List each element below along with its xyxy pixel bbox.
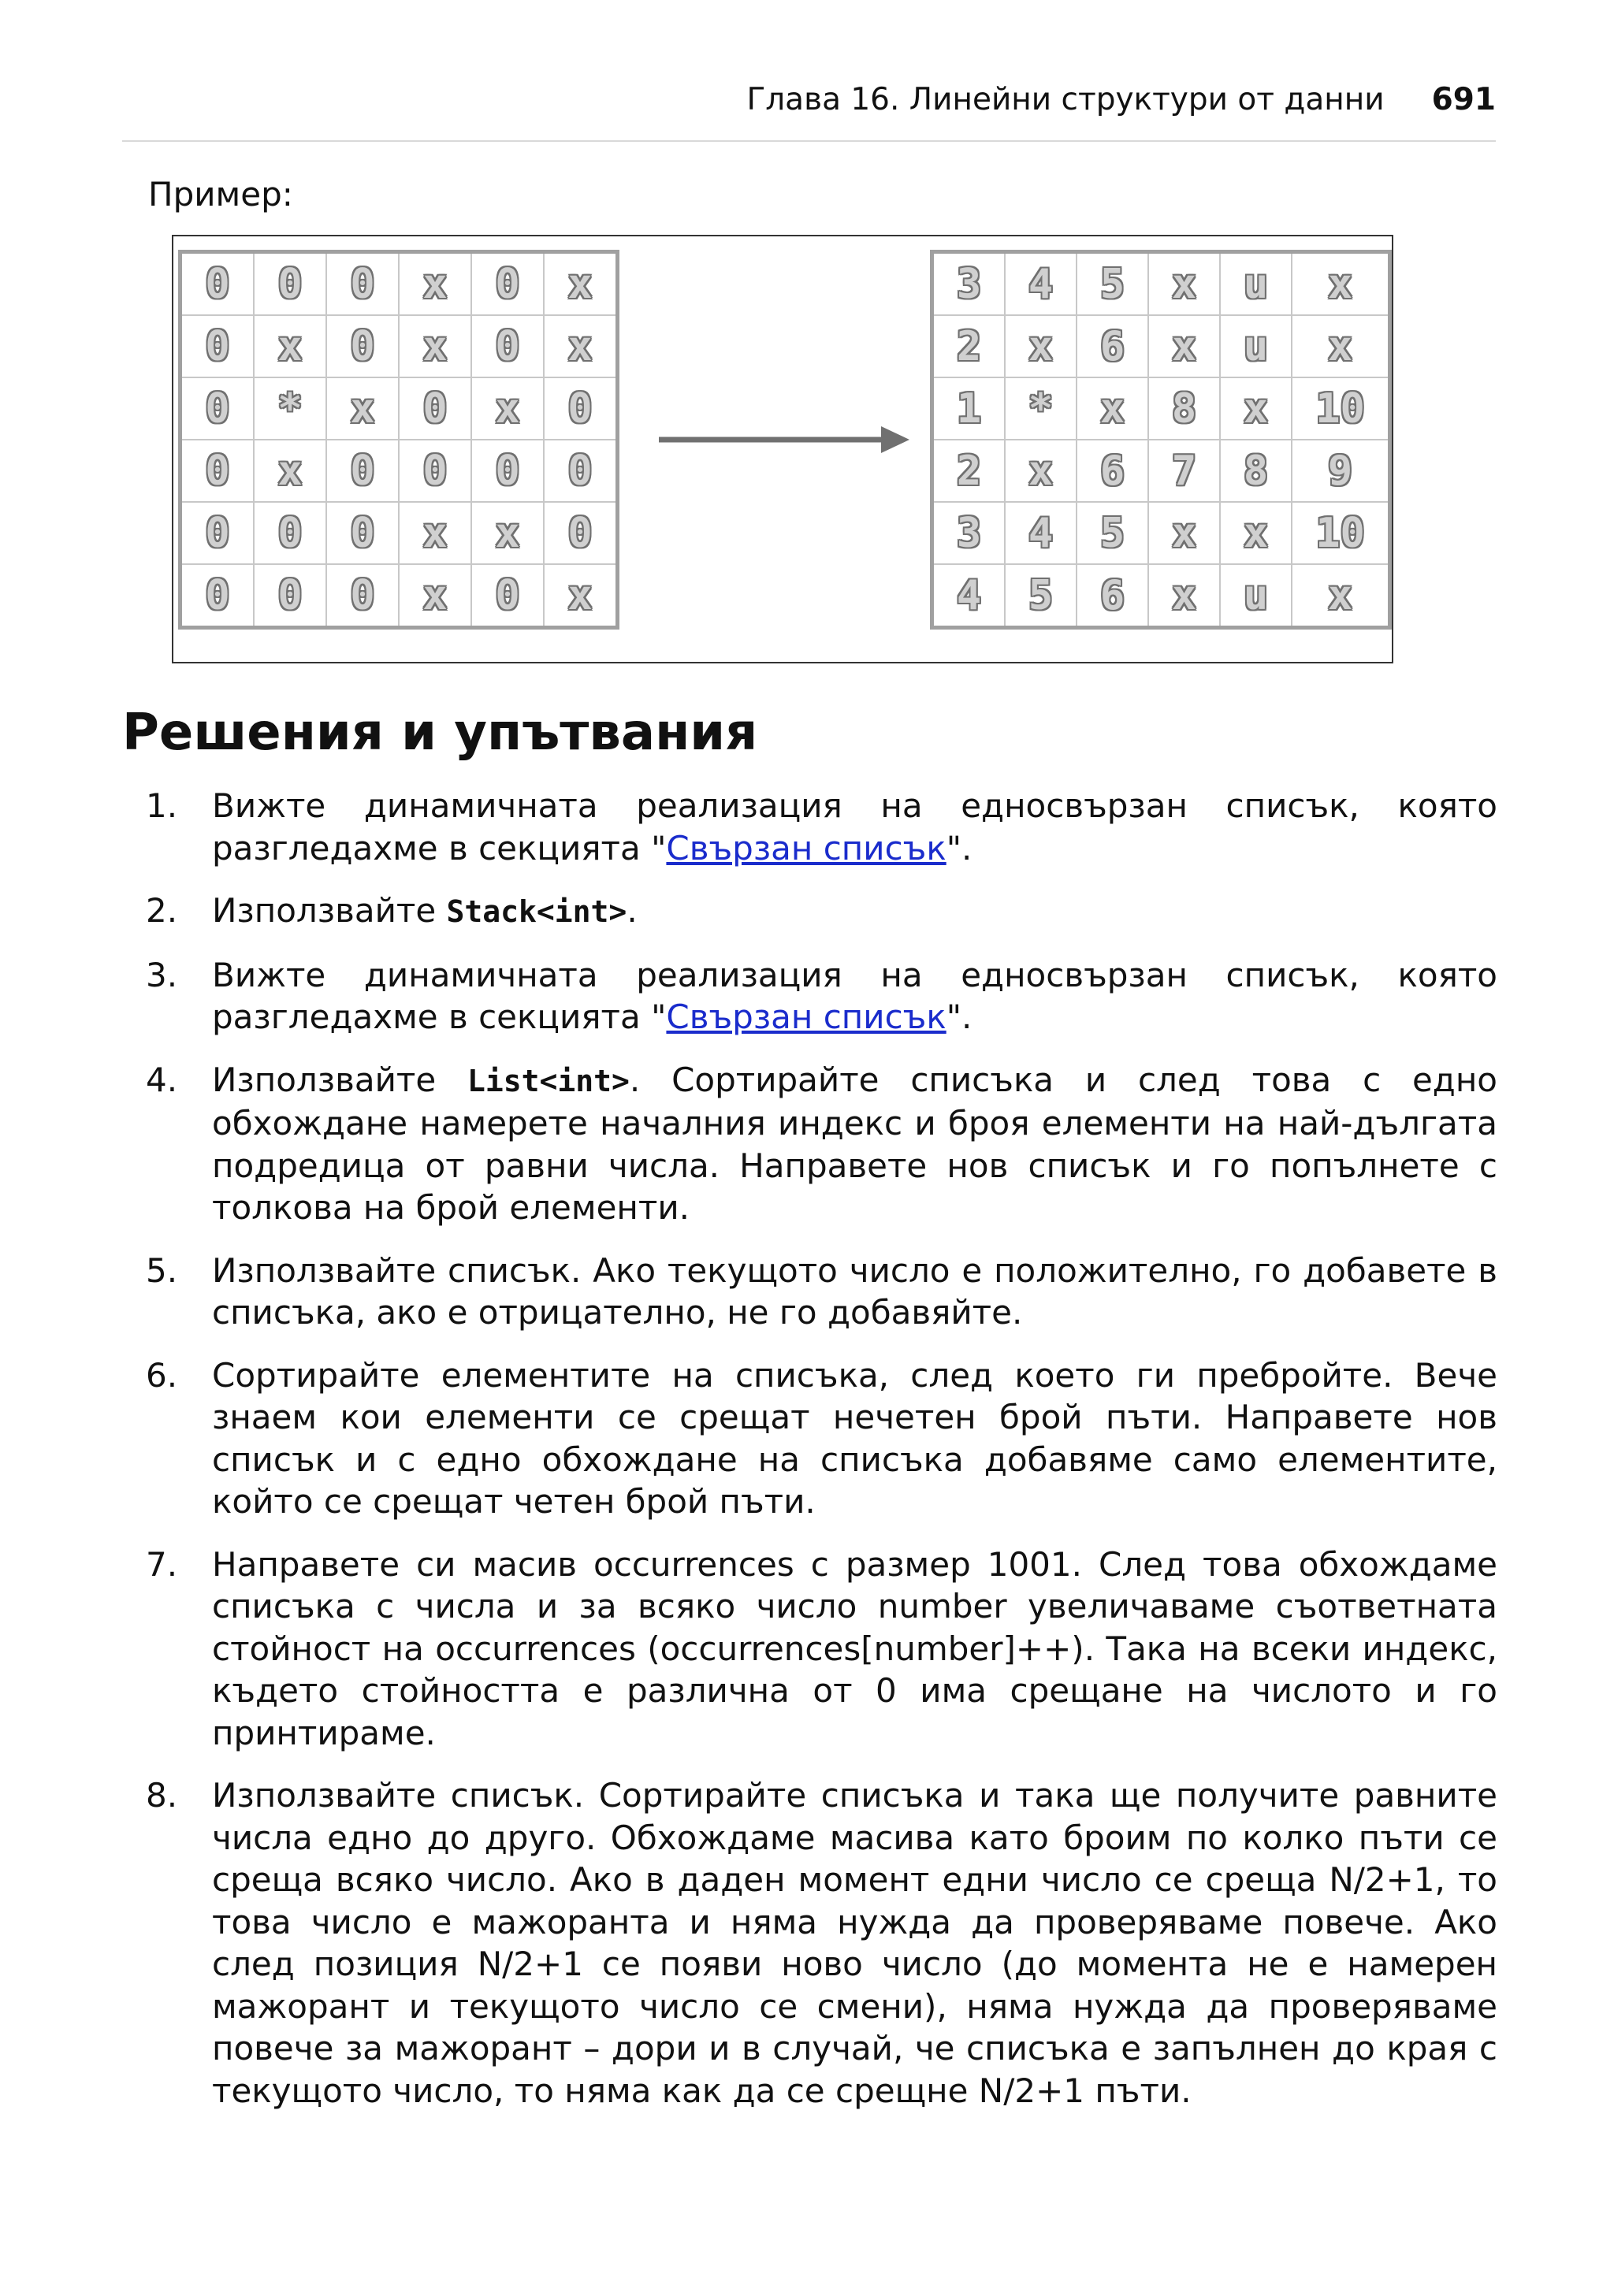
matrix-cell: u [1220, 564, 1292, 628]
matrix-cell: x [1220, 377, 1292, 440]
matrix-cell: 0 [180, 315, 255, 377]
matrix-row [932, 377, 1390, 440]
matrix-cell: 2 [932, 315, 1006, 377]
matrix-cell: 5 [1077, 502, 1148, 564]
matrix-cell: 0 [180, 252, 255, 316]
matrix-cell: x [1292, 252, 1390, 316]
matrix-cell: x [1220, 502, 1292, 564]
matrix-cell: * [254, 377, 326, 440]
item-number: 7. [146, 1544, 178, 1584]
matrix-row [180, 440, 618, 502]
matrix-cell: 6 [1077, 564, 1148, 628]
matrix-cell: x [544, 564, 618, 628]
matrix-cell: x [1292, 564, 1390, 628]
matrix-cell: 8 [1220, 440, 1292, 502]
matrix-row [180, 564, 618, 628]
matrix-cell: 0 [544, 440, 618, 502]
matrix-cell: 0 [180, 377, 255, 440]
matrix-cell: x [1005, 315, 1077, 377]
matrix-cell: x [1148, 564, 1220, 628]
section-title: Решения и упътвания [122, 704, 758, 762]
matrix-row [180, 377, 618, 440]
matrix-cell: 10 [1292, 502, 1390, 564]
matrix-cell: x [544, 315, 618, 377]
example-figure [172, 235, 1393, 663]
solutions-list [146, 785, 1497, 2132]
matrix-cell: 3 [932, 502, 1006, 564]
matrix-cell: 0 [254, 564, 326, 628]
matrix-cell: 8 [1148, 377, 1220, 440]
matrix-cell: 7 [1148, 440, 1220, 502]
list-item [146, 954, 1497, 1038]
item-text: ". [946, 828, 972, 868]
list-item [146, 1059, 1497, 1229]
item-number: 2. [146, 891, 178, 930]
matrix-cell: 0 [399, 377, 471, 440]
matrix-cell: x [1148, 502, 1220, 564]
item-text: Използвайте [212, 891, 447, 930]
list-item [146, 1774, 1497, 2112]
item-text: Направете си масив occurrences с размер 1001. След това обхождаме списъка с числа и за всяко число number увеличаваме съответната стойност на occurrences (occurrences[number]++). Така на всеки индекс, където стойността е различна от 0 има срещане на числото и го принтираме. [212, 1544, 1497, 1752]
matrix-cell: 1 [932, 377, 1006, 440]
matrix-cell: 6 [1077, 315, 1148, 377]
example-label: Пример: [148, 175, 293, 214]
matrix-cell: x [471, 502, 544, 564]
matrix-cell: x [399, 564, 471, 628]
right-arrow-icon [656, 422, 911, 458]
item-text: Използвайте [212, 1060, 467, 1099]
matrix-cell: x [544, 252, 618, 316]
matrix-cell: 4 [1005, 252, 1077, 316]
matrix-cell: 0 [471, 440, 544, 502]
item-text: Използвайте списък. Ако текущото число е положително, го добавете в списъка, ако е отрицателно, не го добавяйте. [212, 1250, 1497, 1332]
matrix-cell: 4 [1005, 502, 1077, 564]
item-text: Вижте динамичната реализация на едносвързан списък, която разгледахме в секцията " [212, 955, 1497, 1036]
matrix-cell: 9 [1292, 440, 1390, 502]
matrix-cell: x [1148, 315, 1220, 377]
matrix-row [932, 315, 1390, 377]
matrix-cell: 5 [1005, 564, 1077, 628]
matrix-cell: x [1292, 315, 1390, 377]
input-matrix [178, 250, 619, 630]
matrix-cell: 0 [254, 502, 326, 564]
section-link[interactable]: Свързан списък [666, 828, 946, 868]
matrix-cell: x [1148, 252, 1220, 316]
list-item [146, 1354, 1497, 1523]
matrix-cell: 0 [471, 252, 544, 316]
matrix-cell: * [1005, 377, 1077, 440]
matrix-cell: 0 [326, 440, 399, 502]
matrix-cell: 0 [326, 315, 399, 377]
matrix-cell: 0 [326, 564, 399, 628]
code-snippet: Stack<int> [446, 894, 627, 929]
list-item [146, 1250, 1497, 1334]
matrix-cell: x [1077, 377, 1148, 440]
matrix-cell: 0 [254, 252, 326, 316]
item-number: 1. [146, 786, 178, 825]
matrix-row [180, 252, 618, 316]
matrix-cell: 0 [180, 502, 255, 564]
matrix-cell: x [471, 377, 544, 440]
code-snippet: List<int> [467, 1063, 630, 1098]
item-text: ". [946, 998, 972, 1036]
matrix-cell: x [399, 252, 471, 316]
matrix-cell: u [1220, 315, 1292, 377]
output-matrix [930, 250, 1392, 630]
matrix-cell: 0 [180, 564, 255, 628]
list-item [146, 890, 1497, 934]
matrix-cell: 4 [932, 564, 1006, 628]
page-number: 691 [1431, 82, 1496, 117]
item-number: 5. [146, 1250, 178, 1290]
matrix-cell: x [399, 502, 471, 564]
matrix-cell: 3 [932, 252, 1006, 316]
matrix-cell: x [254, 315, 326, 377]
matrix-cell: 0 [180, 440, 255, 502]
matrix-cell: 0 [399, 440, 471, 502]
matrix-cell: 2 [932, 440, 1006, 502]
matrix-cell: 0 [471, 564, 544, 628]
matrix-cell: u [1220, 252, 1292, 316]
item-number: 4. [146, 1060, 178, 1099]
matrix-row [932, 440, 1390, 502]
matrix-cell: 0 [544, 377, 618, 440]
matrix-cell: x [399, 315, 471, 377]
matrix-row [180, 315, 618, 377]
matrix-cell: x [1005, 440, 1077, 502]
matrix-cell: 0 [326, 502, 399, 564]
matrix-row [932, 502, 1390, 564]
matrix-row [180, 502, 618, 564]
matrix-cell: x [254, 440, 326, 502]
matrix-cell: 5 [1077, 252, 1148, 316]
matrix-row [932, 564, 1390, 628]
chapter-title: Глава 16. Линейни структури от данни [746, 82, 1385, 117]
list-item [146, 1544, 1497, 1755]
page-header [122, 82, 1496, 142]
matrix-cell: x [326, 377, 399, 440]
item-text: . [627, 891, 638, 930]
matrix-cell: 10 [1292, 377, 1390, 440]
item-text: Сортирайте елементите на списъка, след което ги пребройте. Вече знаем кои елементи се срещат нечетен брой пъти. Направете нов списък и с едно обхождане на списъка добавяме само елементите, който се срещат четен брой пъти. [212, 1355, 1497, 1521]
list-item [146, 785, 1497, 869]
item-text: Използвайте списък. Сортирайте списъка и така ще получите равните числа едно до друго. Обхождаме масива като броим по колко пъти се среща всяко число. Ако в даден момент едни число се среща N/2+1, то това число е мажоранта и няма нужда да проверяваме повече. Ако след позиция N/2+1 се появи ново число (до момента не е намерен мажорант и текущото число се смени), няма нужда да проверяваме повече за мажорант – дори и в случай, че списъка е запълнен до края с текущото число, то няма как да се срещне N/2+1 пъти. [212, 1776, 1497, 2110]
matrix-cell: 0 [471, 315, 544, 377]
item-number: 3. [146, 955, 178, 994]
item-text: . Сортирайте списъка и след това с едно обхождане намерете началния индекс и броя елементи на най-дългата подредица от равни числа. Направете нов списък и го попълнете с толкова на брой елементи. [212, 1060, 1498, 1227]
item-text: Вижте динамичната реализация на едносвързан списък, която разгледахме в секцията " [212, 786, 1497, 868]
matrix-row [932, 252, 1390, 316]
item-number: 8. [146, 1776, 178, 1815]
matrix-cell: 0 [326, 252, 399, 316]
matrix-cell: 6 [1077, 440, 1148, 502]
section-link[interactable]: Свързан списък [666, 998, 946, 1036]
item-number: 6. [146, 1355, 178, 1395]
matrix-cell: 0 [544, 502, 618, 564]
